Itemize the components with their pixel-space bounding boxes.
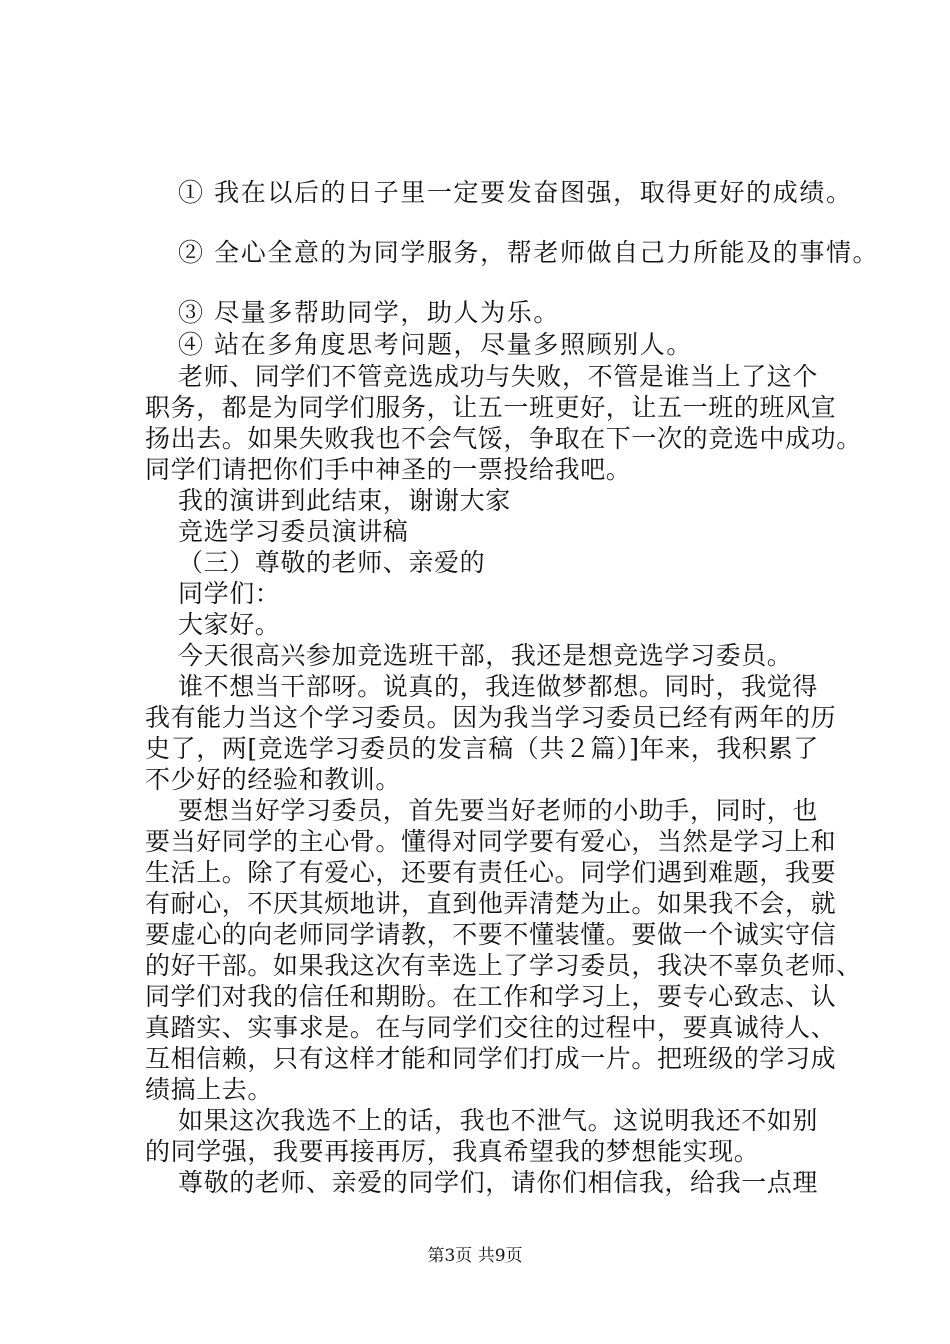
paragraph-line: 的好干部。如果我这次有幸选上了学习委员，我决不辜负老师、	[145, 951, 862, 980]
list-item-4: ④ 站在多角度思考问题，尽量多照顾别人。	[178, 330, 693, 359]
paragraph-line: 尊敬的老师、亲爱的同学们，请你们相信我，给我一点理	[178, 1168, 819, 1197]
list-item-2: ② 全心全意的为同学服务，帮老师做自己力所能及的事情。	[178, 238, 880, 267]
paragraph-line: 老师、同学们不管竞选成功与失败，不管是谁当上了这个	[178, 362, 819, 391]
paragraph-line: 如果这次我选不上的话，我也不泄气。这说明我还不如别	[178, 1106, 819, 1135]
closing-line: 我的演讲到此结束，谢谢大家	[178, 486, 511, 515]
paragraph-line: 同学们请把你们手中神圣的一票投给我吧。	[145, 455, 632, 484]
paragraph-line: 要当好同学的主心骨。懂得对同学要有爱心，当然是学习上和	[145, 827, 837, 856]
paragraph-line: 的同学强，我要再接再厉，我真希望我的梦想能实现。	[145, 1137, 760, 1166]
paragraph-line: 不少好的经验和教训。	[145, 765, 402, 794]
paragraph-line: 同学们对我的信任和期盼。在工作和学习上，要专心致志、认	[145, 982, 837, 1011]
paragraph-line: 谁不想当干部呀。说真的，我连做梦都想。同时，我觉得	[178, 672, 819, 701]
intro-line: 今天很高兴参加竞选班干部，我还是想竞选学习委员。	[178, 641, 793, 670]
paragraph-line: 我有能力当这个学习委员。因为我当学习委员已经有两年的历	[145, 703, 837, 732]
page-footer: 第3页 共9页	[427, 1246, 523, 1266]
paragraph-line: 生活上。除了有爱心，还要有责任心。同学们遇到难题，我要	[145, 858, 837, 887]
paragraph-line: 互相信赖，只有这样才能和同学们打成一片。把班级的学习成	[145, 1044, 837, 1073]
list-item-1: ① 我在以后的日子里一定要发奋图强，取得更好的成绩。	[178, 178, 853, 207]
paragraph-line: 要想当好学习委员，首先要当好老师的小助手，同时，也	[178, 796, 819, 825]
speech-title: 竞选学习委员演讲稿	[178, 517, 409, 546]
salutation: 同学们：	[178, 579, 281, 608]
paragraph-line: 绩搞上去。	[145, 1075, 274, 1104]
paragraph-line: 要虚心的向老师同学请教，不要不懂装懂。要做一个诚实守信	[145, 920, 837, 949]
speech-subtitle: （三）尊敬的老师、亲爱的	[178, 548, 486, 577]
paragraph-line: 真踏实、实事求是。在与同学们交往的过程中，要真诚待人、	[145, 1013, 837, 1042]
paragraph-line: 职务，都是为同学们服务，让五一班更好，让五一班的班风宣	[145, 393, 837, 422]
greeting: 大家好。	[178, 610, 281, 639]
paragraph-line: 扬出去。如果失败我也不会气馁，争取在下一次的竞选中成功。	[145, 424, 862, 453]
list-item-3: ③ 尽量多帮助同学，助人为乐。	[178, 298, 560, 327]
paragraph-line: 史了，两[竞选学习委员的发言稿（共２篇）]年来，我积累了	[145, 734, 819, 763]
paragraph-line: 有耐心，不厌其烦地讲，直到他弄清楚为止。如果我不会，就	[145, 889, 837, 918]
